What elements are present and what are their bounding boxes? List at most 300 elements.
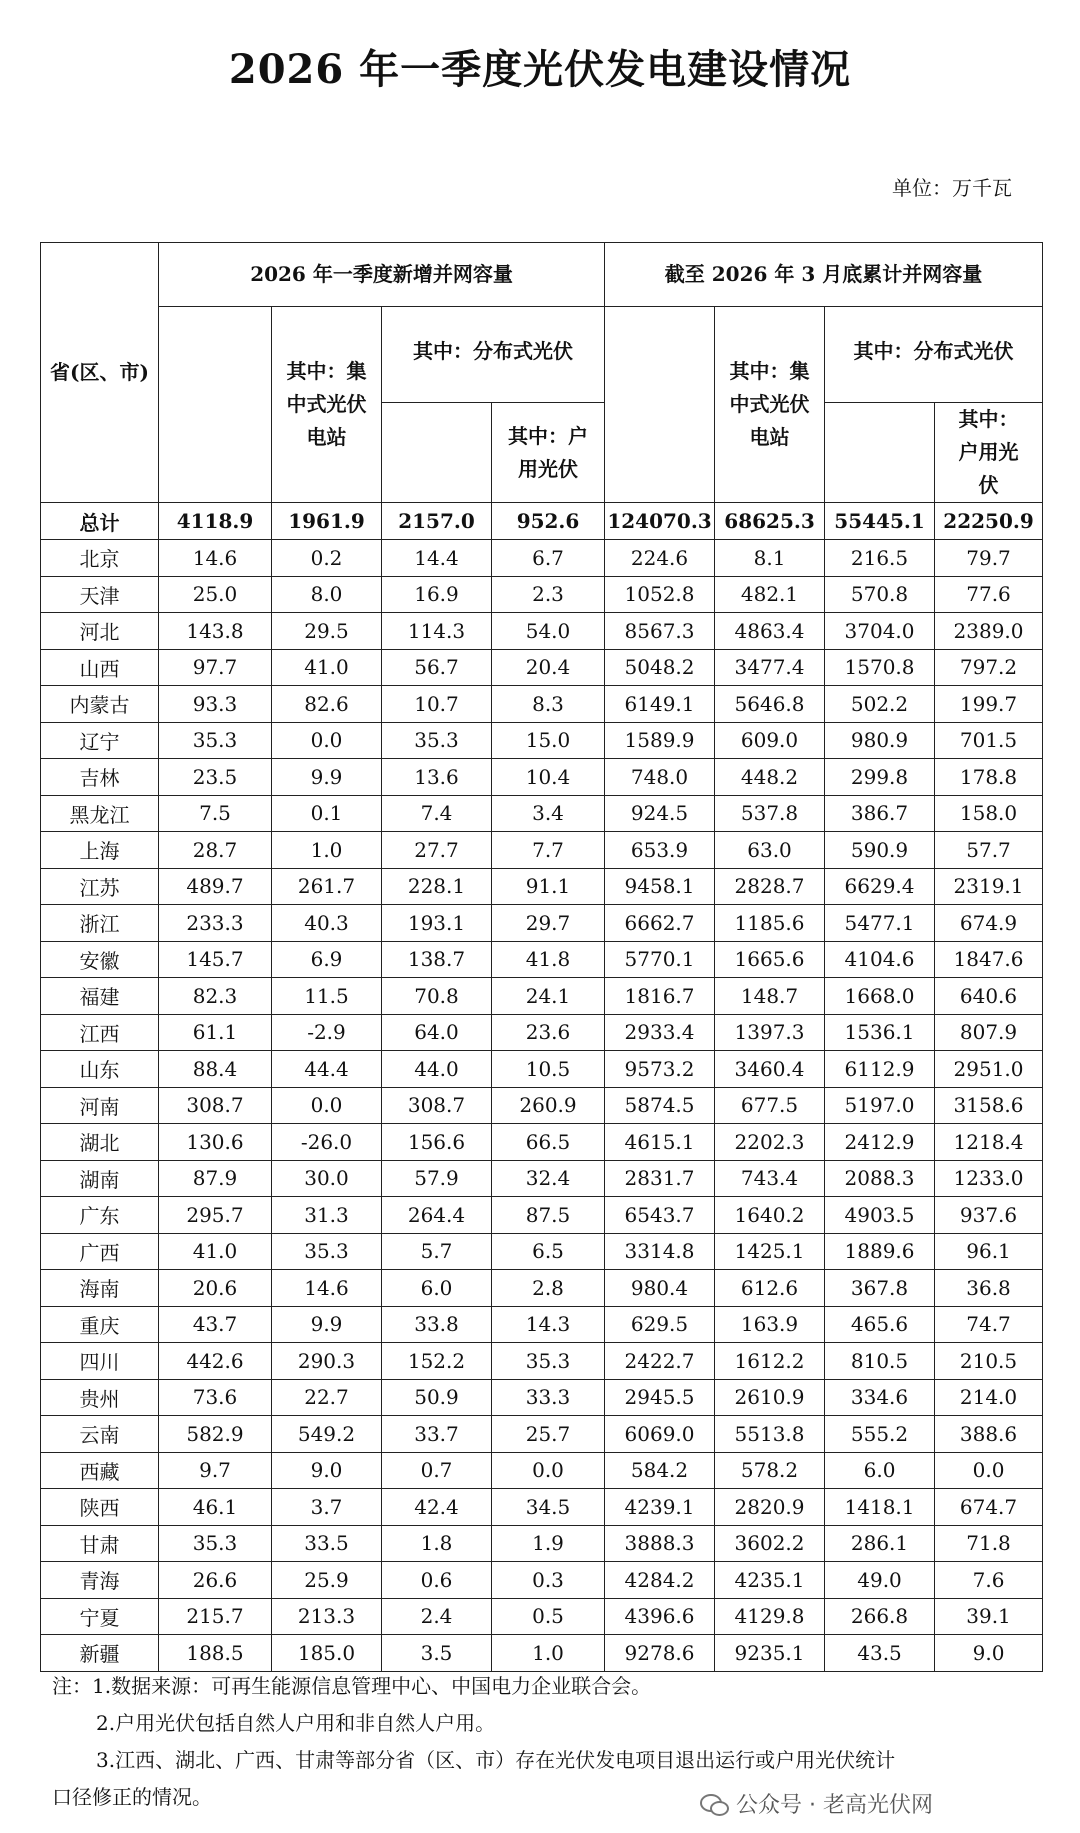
value-cell: 46.1 [159,1489,272,1526]
region-cell: 广西 [41,1233,159,1270]
value-cell: 4396.6 [605,1598,715,1635]
value-cell: 570.8 [825,576,935,613]
value-cell: 0.7 [382,1452,492,1489]
unit-label: 单位：万千瓦 [892,176,1012,200]
value-cell: 4239.1 [605,1489,715,1526]
value-cell: 96.1 [935,1233,1043,1270]
value-cell: 590.9 [825,832,935,869]
value-cell: 8.0 [272,576,382,613]
value-cell: 55445.1 [825,503,935,540]
value-cell: 1.0 [492,1635,605,1672]
table-row [41,1124,1043,1161]
value-cell: 25.0 [159,576,272,613]
value-cell: 14.6 [159,540,272,577]
value-cell: 35.3 [382,722,492,759]
value-cell: 1185.6 [715,905,825,942]
value-cell: 3314.8 [605,1233,715,1270]
region-cell: 重庆 [41,1306,159,1343]
header-new-household: 其中：户用光伏 [492,403,605,503]
value-cell: 57.9 [382,1160,492,1197]
value-cell: 1668.0 [825,978,935,1015]
value-cell: 8.1 [715,540,825,577]
value-cell: 50.9 [382,1379,492,1416]
region-cell: 甘肃 [41,1525,159,1562]
value-cell: 15.0 [492,722,605,759]
value-cell: 188.5 [159,1635,272,1672]
header-cum-total [605,307,715,503]
value-cell: 0.2 [272,540,382,577]
value-cell: 6.0 [382,1270,492,1307]
value-cell: 10.7 [382,686,492,723]
value-cell: 91.1 [492,868,605,905]
value-cell: 4235.1 [715,1562,825,1599]
value-cell: 1052.8 [605,576,715,613]
value-cell: 74.7 [935,1306,1043,1343]
value-cell: 1.0 [272,832,382,869]
value-cell: 185.0 [272,1635,382,1672]
value-cell: 937.6 [935,1197,1043,1234]
value-cell: 9.9 [272,759,382,796]
value-cell: 7.7 [492,832,605,869]
note-1: 注：1.数据来源：可再生能源信息管理中心、中国电力企业联合会。 [52,1674,652,1698]
value-cell: 1418.1 [825,1489,935,1526]
table-row [41,978,1043,1015]
value-cell: 0.1 [272,795,382,832]
region-cell: 浙江 [41,905,159,942]
region-cell: 福建 [41,978,159,1015]
value-cell: 465.6 [825,1306,935,1343]
region-cell: 云南 [41,1416,159,1453]
value-cell: 40.3 [272,905,382,942]
value-cell: 20.4 [492,649,605,686]
value-cell: 334.6 [825,1379,935,1416]
value-cell: 2610.9 [715,1379,825,1416]
value-cell: 13.6 [382,759,492,796]
value-cell: 980.4 [605,1270,715,1307]
value-cell: 674.7 [935,1489,1043,1526]
value-cell: 31.3 [272,1197,382,1234]
value-cell: 193.1 [382,905,492,942]
value-cell: 677.5 [715,1087,825,1124]
value-cell: 4118.9 [159,503,272,540]
value-cell: 9.9 [272,1306,382,1343]
value-cell: 701.5 [935,722,1043,759]
value-cell: 8567.3 [605,613,715,650]
table-row [41,1197,1043,1234]
value-cell: 4615.1 [605,1124,715,1161]
value-cell: 448.2 [715,759,825,796]
value-cell: 29.7 [492,905,605,942]
value-cell: 584.2 [605,1452,715,1489]
table-row [41,540,1043,577]
region-cell: 山西 [41,649,159,686]
value-cell: 2.3 [492,576,605,613]
region-cell: 吉林 [41,759,159,796]
value-cell: 2831.7 [605,1160,715,1197]
value-cell: 2088.3 [825,1160,935,1197]
region-cell: 海南 [41,1270,159,1307]
value-cell: 0.0 [935,1452,1043,1489]
value-cell: 41.0 [272,649,382,686]
pv-capacity-table [40,242,1043,1672]
value-cell: 5513.8 [715,1416,825,1453]
header-new-distributed-total [382,403,492,503]
value-cell: 3477.4 [715,649,825,686]
value-cell: 2828.7 [715,868,825,905]
value-cell: 35.3 [272,1233,382,1270]
value-cell: 10.4 [492,759,605,796]
value-cell: 2202.3 [715,1124,825,1161]
value-cell: 9.0 [272,1452,382,1489]
value-cell: 4863.4 [715,613,825,650]
value-cell: 87.5 [492,1197,605,1234]
table-row [41,686,1043,723]
value-cell: 24.1 [492,978,605,1015]
value-cell: 1889.6 [825,1233,935,1270]
value-cell: 0.5 [492,1598,605,1635]
value-cell: 640.6 [935,978,1043,1015]
value-cell: 44.0 [382,1051,492,1088]
value-cell: 16.9 [382,576,492,613]
value-cell: 7.4 [382,795,492,832]
value-cell: 5477.1 [825,905,935,942]
value-cell: 158.0 [935,795,1043,832]
value-cell: 4903.5 [825,1197,935,1234]
value-cell: 980.9 [825,722,935,759]
value-cell: 124070.3 [605,503,715,540]
region-cell: 辽宁 [41,722,159,759]
value-cell: 308.7 [382,1087,492,1124]
table-row [41,1562,1043,1599]
region-cell: 河南 [41,1087,159,1124]
value-cell: 555.2 [825,1416,935,1453]
value-cell: 2412.9 [825,1124,935,1161]
watermark [700,1788,933,1819]
table-body [41,503,1043,1672]
value-cell: 2820.9 [715,1489,825,1526]
value-cell: 308.7 [159,1087,272,1124]
value-cell: 4129.8 [715,1598,825,1635]
table-row [41,1343,1043,1380]
region-cell: 西藏 [41,1452,159,1489]
value-cell: 290.3 [272,1343,382,1380]
value-cell: 2933.4 [605,1014,715,1051]
value-cell: 14.4 [382,540,492,577]
region-cell: 总计 [41,503,159,540]
value-cell: 216.5 [825,540,935,577]
value-cell: 7.5 [159,795,272,832]
value-cell: 77.6 [935,576,1043,613]
header-new-distributed: 其中：分布式光伏 [382,307,605,403]
value-cell: 674.9 [935,905,1043,942]
value-cell: 33.3 [492,1379,605,1416]
value-cell: 609.0 [715,722,825,759]
table-row [41,1598,1043,1635]
value-cell: 260.9 [492,1087,605,1124]
table-row [41,1160,1043,1197]
table-row [41,759,1043,796]
value-cell: 6543.7 [605,1197,715,1234]
value-cell: 1589.9 [605,722,715,759]
region-cell: 青海 [41,1562,159,1599]
region-cell: 安徽 [41,941,159,978]
region-cell: 黑龙江 [41,795,159,832]
value-cell: 295.7 [159,1197,272,1234]
value-cell: 22250.9 [935,503,1043,540]
header-cum-distributed: 其中：分布式光伏 [825,307,1043,403]
table-row [41,905,1043,942]
value-cell: 810.5 [825,1343,935,1380]
value-cell: 228.1 [382,868,492,905]
value-cell: 537.8 [715,795,825,832]
header-cum-distributed-total [825,403,935,503]
value-cell: 807.9 [935,1014,1043,1051]
value-cell: 93.3 [159,686,272,723]
table-row [41,832,1043,869]
value-cell: 748.0 [605,759,715,796]
region-cell: 贵州 [41,1379,159,1416]
value-cell: 578.2 [715,1452,825,1489]
value-cell: 7.6 [935,1562,1043,1599]
value-cell: 3704.0 [825,613,935,650]
value-cell: 386.7 [825,795,935,832]
value-cell: 1.9 [492,1525,605,1562]
value-cell: 233.3 [159,905,272,942]
value-cell: 35.3 [159,1525,272,1562]
value-cell: 482.1 [715,576,825,613]
value-cell: 2157.0 [382,503,492,540]
value-cell: 5048.2 [605,649,715,686]
table-row [41,1379,1043,1416]
value-cell: 2.8 [492,1270,605,1307]
value-cell: 1612.2 [715,1343,825,1380]
value-cell: 213.3 [272,1598,382,1635]
header-cum-centralized: 其中：集中式光伏电站 [715,307,825,503]
value-cell: 57.7 [935,832,1043,869]
value-cell: 114.3 [382,613,492,650]
value-cell: 6662.7 [605,905,715,942]
note-3-continued: 口径修正的情况。 [52,1785,212,1809]
value-cell: 0.6 [382,1562,492,1599]
watermark-text: 公众号 · 老高光伏网 [736,1793,933,1818]
table-row [41,1087,1043,1124]
table-row [41,649,1043,686]
value-cell: 79.7 [935,540,1043,577]
value-cell: 82.3 [159,978,272,1015]
table-row [41,1525,1043,1562]
value-cell: 23.5 [159,759,272,796]
value-cell: 266.8 [825,1598,935,1635]
value-cell: 64.0 [382,1014,492,1051]
value-cell: 63.0 [715,832,825,869]
value-cell: 224.6 [605,540,715,577]
value-cell: 9235.1 [715,1635,825,1672]
value-cell: 549.2 [272,1416,382,1453]
region-cell: 江西 [41,1014,159,1051]
value-cell: 1665.6 [715,941,825,978]
value-cell: -2.9 [272,1014,382,1051]
value-cell: 0.3 [492,1562,605,1599]
region-cell: 北京 [41,540,159,577]
table-row [41,868,1043,905]
value-cell: 41.8 [492,941,605,978]
value-cell: 6629.4 [825,868,935,905]
region-cell: 四川 [41,1343,159,1380]
value-cell: 9.0 [935,1635,1043,1672]
value-cell: 33.7 [382,1416,492,1453]
value-cell: 42.4 [382,1489,492,1526]
value-cell: 163.9 [715,1306,825,1343]
value-cell: 82.6 [272,686,382,723]
region-cell: 湖北 [41,1124,159,1161]
region-cell: 湖南 [41,1160,159,1197]
header-new-total [159,307,272,503]
header-region: 省(区、市) [41,243,159,503]
value-cell: 148.7 [715,978,825,1015]
region-cell: 内蒙古 [41,686,159,723]
value-cell: 3.5 [382,1635,492,1672]
value-cell: 3.4 [492,795,605,832]
value-cell: 73.6 [159,1379,272,1416]
value-cell: 26.6 [159,1562,272,1599]
value-cell: 70.8 [382,978,492,1015]
value-cell: 1218.4 [935,1124,1043,1161]
value-cell: 582.9 [159,1416,272,1453]
table-row [41,1416,1043,1453]
value-cell: 145.7 [159,941,272,978]
value-cell: 4284.2 [605,1562,715,1599]
value-cell: 25.7 [492,1416,605,1453]
page-title: 2026 年一季度光伏发电建设情况 [228,46,852,93]
value-cell: 29.5 [272,613,382,650]
value-cell: 3460.4 [715,1051,825,1088]
value-cell: 32.4 [492,1160,605,1197]
value-cell: 442.6 [159,1343,272,1380]
value-cell: 30.0 [272,1160,382,1197]
value-cell: 299.8 [825,759,935,796]
value-cell: 1961.9 [272,503,382,540]
value-cell: 61.1 [159,1014,272,1051]
value-cell: 6.9 [272,941,382,978]
value-cell: 264.4 [382,1197,492,1234]
value-cell: 35.3 [159,722,272,759]
region-cell: 陕西 [41,1489,159,1526]
value-cell: 1.8 [382,1525,492,1562]
value-cell: 178.8 [935,759,1043,796]
value-cell: 39.1 [935,1598,1043,1635]
region-cell: 天津 [41,576,159,613]
wechat-icon [700,1792,728,1816]
table-row [41,1233,1043,1270]
region-cell: 山东 [41,1051,159,1088]
value-cell: 9573.2 [605,1051,715,1088]
value-cell: 0.0 [272,1087,382,1124]
table-row [41,795,1043,832]
value-cell: 35.3 [492,1343,605,1380]
value-cell: 1425.1 [715,1233,825,1270]
value-cell: 952.6 [492,503,605,540]
value-cell: 1536.1 [825,1014,935,1051]
note-2: 2.户用光伏包括自然人户用和非自然人户用。 [96,1711,496,1735]
header-new-capacity: 2026 年一季度新增并网容量 [159,243,605,307]
value-cell: 367.8 [825,1270,935,1307]
value-cell: 210.5 [935,1343,1043,1380]
value-cell: 2319.1 [935,868,1043,905]
value-cell: 286.1 [825,1525,935,1562]
region-cell: 江苏 [41,868,159,905]
table-row [41,576,1043,613]
value-cell: 3888.3 [605,1525,715,1562]
value-cell: 43.5 [825,1635,935,1672]
value-cell: 5874.5 [605,1087,715,1124]
header-new-centralized: 其中：集中式光伏电站 [272,307,382,503]
table-row [41,1489,1043,1526]
value-cell: 66.5 [492,1124,605,1161]
value-cell: 130.6 [159,1124,272,1161]
region-cell: 新疆 [41,1635,159,1672]
value-cell: 23.6 [492,1014,605,1051]
value-cell: 5770.1 [605,941,715,978]
value-cell: 629.5 [605,1306,715,1343]
value-cell: 44.4 [272,1051,382,1088]
table-row [41,722,1043,759]
header-cum-household: 其中：户用光伏 [935,403,1043,503]
region-cell: 上海 [41,832,159,869]
value-cell: 2.4 [382,1598,492,1635]
value-cell: 1570.8 [825,649,935,686]
value-cell: 1640.2 [715,1197,825,1234]
value-cell: 5197.0 [825,1087,935,1124]
value-cell: 6112.9 [825,1051,935,1088]
total-row [41,503,1043,540]
value-cell: 6149.1 [605,686,715,723]
value-cell: 143.8 [159,613,272,650]
value-cell: 28.7 [159,832,272,869]
region-cell: 广东 [41,1197,159,1234]
value-cell: 3.7 [272,1489,382,1526]
value-cell: 22.7 [272,1379,382,1416]
value-cell: 68625.3 [715,503,825,540]
value-cell: 156.6 [382,1124,492,1161]
region-cell: 宁夏 [41,1598,159,1635]
value-cell: 34.5 [492,1489,605,1526]
value-cell: 14.3 [492,1306,605,1343]
value-cell: 14.6 [272,1270,382,1307]
value-cell: 214.0 [935,1379,1043,1416]
table-row [41,613,1043,650]
value-cell: 1847.6 [935,941,1043,978]
value-cell: 27.7 [382,832,492,869]
region-cell: 河北 [41,613,159,650]
value-cell: 8.3 [492,686,605,723]
value-cell: 6069.0 [605,1416,715,1453]
table-row [41,1270,1043,1307]
value-cell: 3602.2 [715,1525,825,1562]
value-cell: 489.7 [159,868,272,905]
value-cell: 6.7 [492,540,605,577]
value-cell: 797.2 [935,649,1043,686]
note-3: 3.江西、湖北、广西、甘肃等部分省（区、市）存在光伏发电项目退出运行或户用光伏统计 [96,1748,896,1772]
value-cell: 1816.7 [605,978,715,1015]
value-cell: 0.0 [492,1452,605,1489]
value-cell: 199.7 [935,686,1043,723]
value-cell: 36.8 [935,1270,1043,1307]
value-cell: 261.7 [272,868,382,905]
table-row [41,1635,1043,1672]
table-row [41,1452,1043,1489]
table-row [41,1306,1043,1343]
value-cell: 138.7 [382,941,492,978]
